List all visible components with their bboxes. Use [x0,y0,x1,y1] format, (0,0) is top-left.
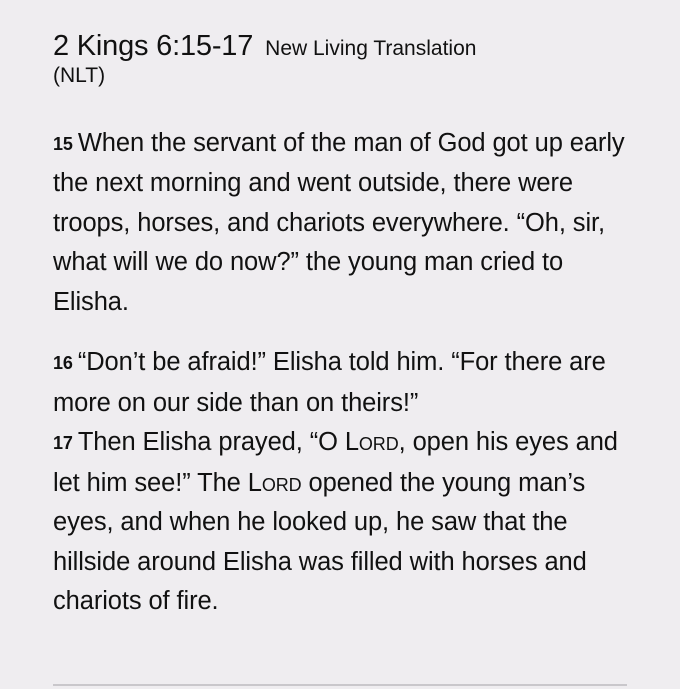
translation-abbreviation: (NLT) [53,64,106,88]
passage-header [53,30,640,88]
passage-text [53,124,640,622]
verse-text-16[interactable]: “Don’t be afraid!” Elisha told him. “For there are more on our side than on theirs!” [53,348,606,417]
verse-number-15: 15 [53,133,73,154]
paragraph-2 [53,343,640,622]
bottom-divider [53,684,627,686]
verse-text-17[interactable] [53,428,618,615]
divine-name-lord-2: Lord [247,468,302,497]
translation-name[interactable]: New Living Translation [265,37,477,60]
verse-17-part-1: Then Elisha prayed, “O [77,428,345,457]
verse-text-15[interactable]: When the servant of the man of God got up early the next morning and went outside, there were troops, horses, and chariots everywhere. “Oh, sir, what will we do now?” the young man cried to Elisha. [53,128,625,316]
verse-17-part-2: , open his eyes and let him see!” The [53,428,618,497]
verse-number-17: 17 [53,433,73,454]
verse-17-part-3: opened the young man’s eyes, and when he looked up, he saw that the hillside around Elisha was filled with horses and chariots of fire. [53,468,587,616]
divine-name-lord-1: Lord [344,428,399,457]
verse-number-16: 16 [53,353,73,374]
passage-reference[interactable]: 2 Kings 6:15-17 [53,30,254,62]
paragraph-1 [53,124,640,323]
